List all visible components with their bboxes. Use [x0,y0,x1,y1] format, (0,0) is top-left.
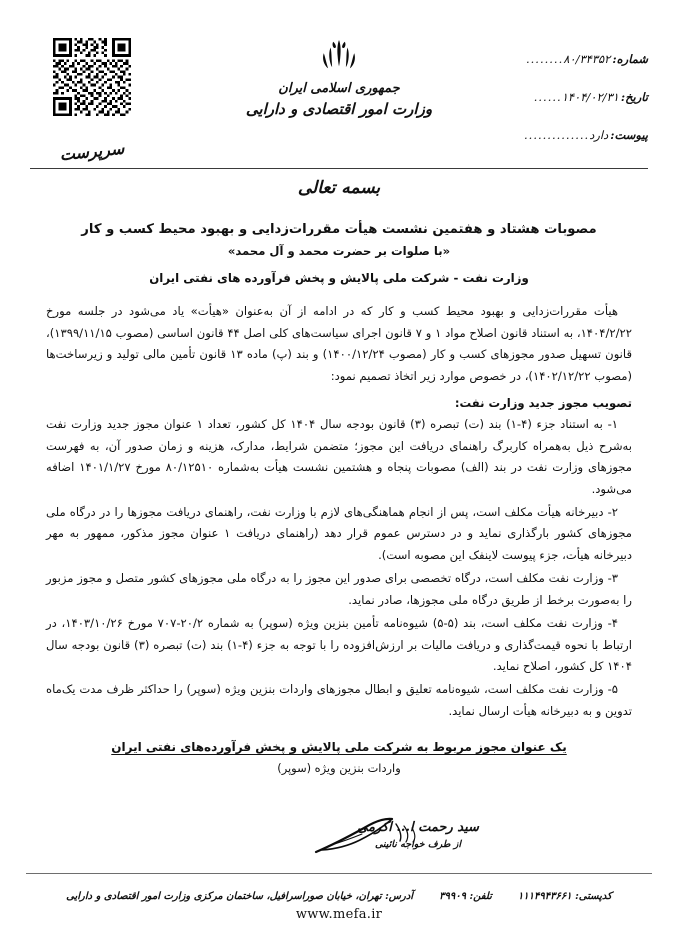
header-field-number [438,52,648,90]
date-dots: ...... [533,90,562,104]
letter-body [46,178,632,775]
clause-item: ۵- وزارت نفت مکلف است، شیوه‌نامه تعلیق و ابطال مجوزهای واردات بنزین ویژه (سوپر) را حداکثر ظرف مدت یک‌ماه تدوین و به دبیرخانه هیأت ارسال نماید. [46,682,632,718]
clause-item: ۱- به استناد جزء (۴-۱) بند (ت) تبصره (۳) قانون بودجه سال ۱۴۰۴ کل کشور، تعداد ۱ عنوان مجوز جدید وزارت نفت به‌شرح ذیل به‌همراه کاربرگ راهنمای دریافت این مجوز؛ متضمن شرایط، مدارک، هزینه و زمان صدور آن، به فهرست مجوزهای وزارت نفت در بند (الف) مصوبات پنجاه و هشتمین نشست هیأت به‌شماره ۸۰/۱۲۵۱۰ مورخ ۱۴۰۱/۱/۲۷ اضافه می‌شود. [46,417,632,496]
header-field-attachment [438,128,648,166]
letter-header [0,0,678,165]
iran-emblem-icon [316,38,362,80]
number-value: ۸۰/۳۴۳۵۲ [563,52,611,66]
attachment-label: پیوست: [610,128,648,142]
section-heading-new-permit: تصویب مجوز جدید وزارت نفت: [454,396,632,411]
postal-value: ۱۱۱۴۹۴۳۶۶۱ [517,891,572,902]
clause-item: ۲- دبیرخانه هیأت مکلف است، پس از انجام هماهنگی‌های لازم با وزارت نفت، راهنمای دریافت مجوزها را در درگاه ملی مجوزهای کشور بارگذاری نماید و در دسترس عموم قرار دهد (راهنمای دریافت ۱ عنوان مجوز مذکور، ممهور به مهر دبیرخانه هیأت، جزء پیوست لاینفک این مصوبه است). [46,504,633,562]
phone-label: تلفن: [469,891,492,902]
intro-paragraph: هیأت مقررات‌زدایی و بهبود محیط کسب و کار که در ادامه از آن به‌عنوان «هیأت» یاد می‌شود در جلسه مورخ ۱۴۰۴/۲/۲۲، به استناد قانون اصلاح مواد ۱ و ۷ قانون اجرای سیاست‌های کلی اصل ۴۴ قانون اساسی (مصوب ۱۳۹۹/۱۱/۱۵)، قانون تسهیل صدور مجوزهای کسب و کار (مصوب ۱۴۰۰/۱۲/۲۴) و بند (پ) ماده ۱۳ قانون تأمین مالی تولید و زیرساخت‌ها (مصوب ۱۴۰۲/۱۲/۲۲)، در خصوص موارد زیر اتخاذ تصمیم نمود: [46,304,632,383]
footer-contact-line [30,891,648,902]
signer-role: از طرف خواجه نائینی [374,839,462,850]
number-label: شماره: [612,52,648,66]
basmala-invocation: بسمه تعالی [297,178,381,198]
postal-label: کدپستی: [575,891,612,902]
addressed-organization: وزارت نفت - شرکت ملی پالایش و پخش فرآورده های نفتی ایران [149,271,529,286]
letter-footer [30,891,648,922]
date-value: ۱۴۰۴/۰۲/۳۱ [561,90,619,104]
attachment-dots: .............. [524,128,590,142]
number-dots: ........ [526,52,564,66]
republic-name: جمهوری اسلامی ایران [278,81,400,96]
permit-summary-title: یک عنوان مجوز مربوط به شرکت ملی پالایش و پخش فرآورده‌های نفتی ایران [111,740,567,755]
footer-phone-group [439,891,492,902]
salawat-subtitle: «با صلوات بر حضرت محمد و آل محمد» [227,244,451,259]
page-title: مصوبات هشتاد و هفتمین نشست هیأت مقررات‌زدایی و بهبود محیط کسب و کار [81,222,597,237]
permit-summary-block [46,740,632,775]
header-divider [30,168,648,169]
footer-website[interactable]: www.mefa.ir [295,907,383,922]
permit-summary-subtitle: واردات بنزین ویژه (سوپر) [277,761,401,776]
qr-block [38,38,146,165]
qr-caption-label: سرپرست [58,138,126,165]
clause-item: ۳- وزارت نفت مکلف است، درگاه تخصصی برای صدور این مجوز را به درگاه ملی مجوزهای کشور متصل و مجوز مزبور را به‌صورت برخط از طریق درگاه ملی مجوزها، صادر نماید. [46,571,632,607]
footer-address: آدرس: تهران، خیابان صوراسرافیل، ساختمان مرکزی وزارت امور اقتصادی و دارایی [66,891,414,902]
footer-divider [26,873,652,874]
attachment-value: دارد [589,128,609,142]
signer-name: سید رحمت ا... اکرمی [357,820,479,835]
footer-postal-group [518,891,612,902]
header-field-date [438,90,648,128]
qr-code-icon [53,38,131,116]
date-label: تاریخ: [620,90,648,104]
clause-item: ۴- وزارت نفت مکلف است، بند (۵-۵) شیوه‌نامه تأمین بنزین ویژه (سوپر) به شماره ۲۰/۲-۷۰۷ مورخ ۱۴۰۳/۱۰/۲۶، در ارتباط با نحوه قیمت‌گذاری و دریافت مالیات بر ارزش‌افزوده را با توجه به جزء (۴-۱) بند (ت) تبصره (۳) قانون بودجه سال ۱۴۰۴ کل کشور، اصلاح نماید. [46,616,632,674]
header-reference-fields [438,52,648,166]
ministry-name: وزارت امور اقتصادی و دارایی [245,100,433,118]
phone-value: ۳۹۹۰۹ [439,891,466,902]
signature-block [308,820,528,850]
